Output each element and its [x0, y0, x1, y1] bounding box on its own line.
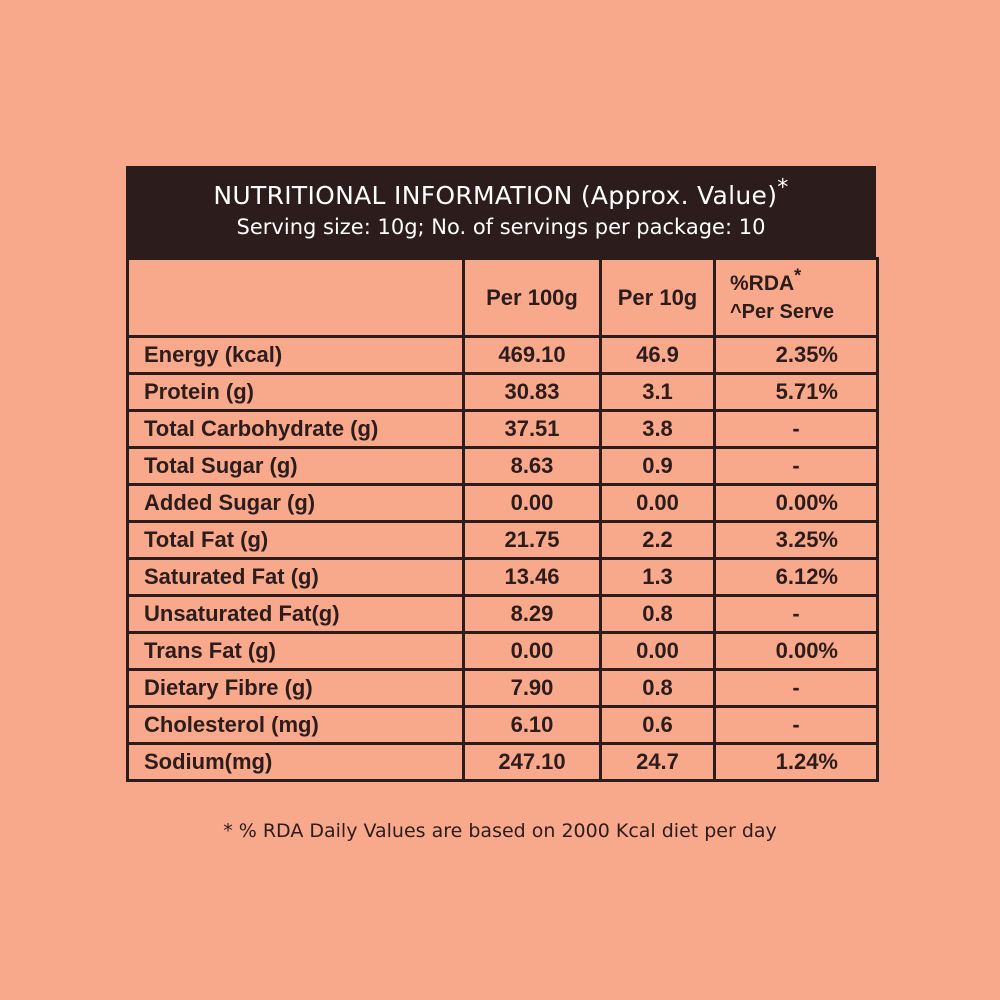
rda-per-serve-label: ^Per Serve	[730, 301, 834, 323]
nutrition-panel	[126, 166, 876, 782]
serving-info: Serving size: 10g; No. of servings per package: 10	[236, 215, 766, 239]
nutrient-name: Protein (g)	[128, 374, 464, 411]
value-per-100g: 30.83	[464, 374, 601, 411]
rda-asterisk: *	[794, 265, 802, 286]
value-per-100g: 7.90	[464, 670, 601, 707]
value-per-10g: 1.3	[601, 559, 715, 596]
value-rda: 5.71%	[715, 374, 878, 411]
value-rda: 1.24%	[715, 744, 878, 781]
nutrient-name: Total Fat (g)	[128, 522, 464, 559]
nutrient-name: Total Sugar (g)	[128, 448, 464, 485]
nutrition-header	[126, 166, 876, 257]
table-row	[128, 337, 878, 374]
table-row	[128, 448, 878, 485]
value-per-10g: 0.9	[601, 448, 715, 485]
value-per-100g: 8.29	[464, 596, 601, 633]
value-per-10g: 46.9	[601, 337, 715, 374]
value-per-10g: 24.7	[601, 744, 715, 781]
footnote: * % RDA Daily Values are based on 2000 Kcal diet per day	[223, 820, 777, 842]
value-rda: 3.25%	[715, 522, 878, 559]
nutrient-name: Trans Fat (g)	[128, 633, 464, 670]
nutrient-name: Dietary Fibre (g)	[128, 670, 464, 707]
table-header-row	[128, 259, 878, 337]
value-rda: -	[715, 707, 878, 744]
nutrient-name: Added Sugar (g)	[128, 485, 464, 522]
column-header-per-100g: Per 100g	[464, 259, 601, 337]
value-per-10g: 0.6	[601, 707, 715, 744]
table-row	[128, 596, 878, 633]
value-per-10g: 3.1	[601, 374, 715, 411]
value-rda: 6.12%	[715, 559, 878, 596]
rda-label: %RDA	[730, 272, 795, 295]
table-row	[128, 670, 878, 707]
value-per-100g: 6.10	[464, 707, 601, 744]
value-per-100g: 0.00	[464, 485, 601, 522]
value-per-100g: 8.63	[464, 448, 601, 485]
nutrient-name: Cholesterol (mg)	[128, 707, 464, 744]
value-rda: -	[715, 411, 878, 448]
value-per-100g: 469.10	[464, 337, 601, 374]
value-rda: -	[715, 596, 878, 633]
table-row	[128, 707, 878, 744]
nutrition-title	[126, 175, 876, 212]
value-rda: 0.00%	[715, 633, 878, 670]
value-rda: -	[715, 448, 878, 485]
nutrient-name: Energy (kcal)	[128, 337, 464, 374]
table-row	[128, 633, 878, 670]
table-row	[128, 559, 878, 596]
value-per-100g: 37.51	[464, 411, 601, 448]
table-row	[128, 744, 878, 781]
value-per-10g: 0.8	[601, 596, 715, 633]
nutrient-name: Sodium(mg)	[128, 744, 464, 781]
value-per-10g: 2.2	[601, 522, 715, 559]
value-per-10g: 3.8	[601, 411, 715, 448]
header-empty-cell	[128, 259, 464, 337]
nutrition-table	[126, 257, 879, 782]
value-per-10g: 0.00	[601, 633, 715, 670]
nutrient-name: Total Carbohydrate (g)	[128, 411, 464, 448]
column-header-per-10g: Per 10g	[601, 259, 715, 337]
title-asterisk: *	[777, 175, 789, 201]
nutrient-name: Saturated Fat (g)	[128, 559, 464, 596]
value-rda: 2.35%	[715, 337, 878, 374]
table-row	[128, 522, 878, 559]
value-rda: 0.00%	[715, 485, 878, 522]
value-per-100g: 21.75	[464, 522, 601, 559]
value-per-100g: 13.46	[464, 559, 601, 596]
value-per-10g: 0.00	[601, 485, 715, 522]
nutrient-name: Unsaturated Fat(g)	[128, 596, 464, 633]
value-per-100g: 247.10	[464, 744, 601, 781]
table-row	[128, 411, 878, 448]
title-text: NUTRITIONAL INFORMATION (Approx. Value)	[213, 181, 778, 210]
table-row	[128, 374, 878, 411]
value-rda: -	[715, 670, 878, 707]
value-per-100g: 0.00	[464, 633, 601, 670]
value-per-10g: 0.8	[601, 670, 715, 707]
column-header-rda	[715, 259, 878, 337]
table-row	[128, 485, 878, 522]
